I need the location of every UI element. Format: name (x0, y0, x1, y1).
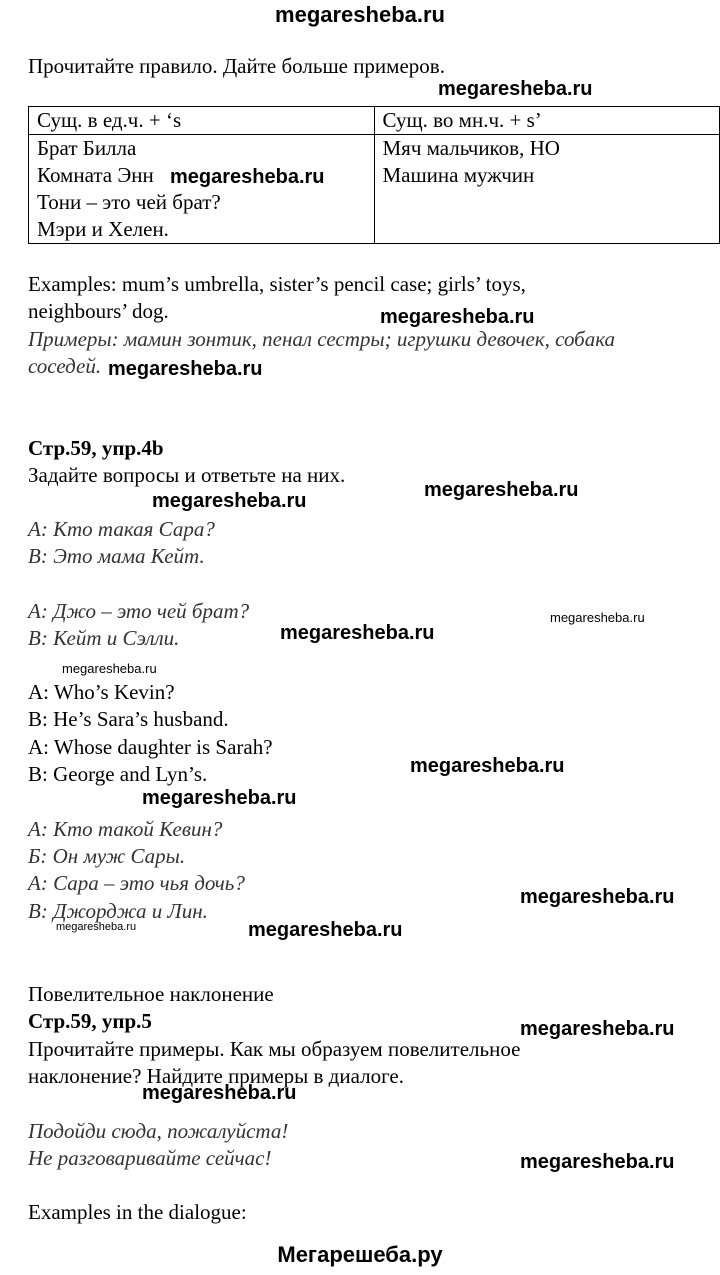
task1-instruction: Прочитайте правило. Дайте больше примеров. (28, 54, 445, 78)
dialog2-line: В: Кейт и Сэлли. (28, 626, 180, 650)
watermark: megaresheba.ru (380, 306, 535, 328)
watermark: megaresheba.ru (520, 1018, 675, 1040)
task2-instruction: Задайте вопросы и ответьте на них. (28, 463, 346, 487)
list-item: Комната Энн (37, 163, 154, 187)
task3-instruction-line1: Прочитайте примеры. Как мы образуем повелительное (28, 1037, 521, 1061)
table-header-plural: Сущ. во мн.ч. + s’ (374, 107, 720, 135)
list-item: Брат Билла (37, 136, 137, 160)
watermark: megaresheba.ru (170, 166, 325, 188)
task3-instruction-line2: наклонение? Найдите примеры в диалоге. (28, 1064, 404, 1088)
watermark: megaresheba.ru (520, 886, 675, 908)
dialog-en-line: B: George and Lyn’s. (28, 762, 208, 786)
site-footer: Мегарешеба.ру (277, 1242, 443, 1267)
examples-ru-line2: соседей. (28, 354, 102, 378)
site-header: megaresheba.ru (275, 2, 445, 27)
watermark: megaresheba.ru (520, 1151, 675, 1173)
table-header-row (29, 107, 720, 135)
task3-heading: Стр.59, упр.5 (28, 1009, 152, 1033)
imperative-example: Подойди сюда, пожалуйста! (28, 1119, 289, 1143)
watermark: megaresheba.ru (142, 787, 297, 809)
watermark: megaresheba.ru (280, 622, 435, 644)
watermark: megaresheba.ru (550, 610, 645, 625)
table-row (29, 135, 720, 244)
imperative-example: Не разговаривайте сейчас! (28, 1146, 272, 1170)
watermark: megaresheba.ru (248, 919, 403, 941)
examples-en-line1: Examples: mum’s umbrella, sister’s pencil case; girls’ toys, (28, 272, 526, 296)
watermark: megaresheba.ru (410, 755, 565, 777)
table-cell-plural-examples (374, 135, 720, 244)
dialogue-examples-label: Examples in the dialogue: (28, 1200, 247, 1224)
list-item: Тони – это чей брат? (37, 190, 221, 214)
watermark: megaresheba.ru (424, 479, 579, 501)
watermark: megaresheba.ru (438, 78, 593, 100)
examples-en-line2: neighbours’ dog. (28, 299, 169, 323)
watermark: megaresheba.ru (142, 1082, 297, 1104)
watermark: megaresheba.ru (152, 490, 307, 512)
dialog-ru-line: В: Джорджа и Лин. (28, 899, 208, 923)
list-item: Мяч мальчиков, НО (382, 136, 560, 160)
dialog-ru-line: А: Сара – это чья дочь? (28, 871, 245, 895)
watermark: megaresheba.ru (62, 661, 157, 676)
task3-topic: Повелительное наклонение (28, 982, 274, 1006)
dialog1-line: В: Это мама Кейт. (28, 544, 205, 568)
dialog-ru-line: Б: Он муж Сары. (28, 844, 186, 868)
examples-ru-line1: Примеры: мамин зонтик, пенал сестры; игрушки девочек, собака (28, 327, 616, 351)
watermark: megaresheba.ru (108, 358, 263, 380)
rule-table (28, 106, 720, 244)
watermark: megaresheba.ru (56, 921, 137, 933)
dialog-en-line: A: Who’s Kevin? (28, 680, 175, 704)
task2-heading: Стр.59, упр.4b (28, 436, 164, 460)
table-cell-singular-examples (29, 135, 375, 244)
dialog1-line: А: Кто такая Сара? (28, 517, 215, 541)
dialog2-line: А: Джо – это чей брат? (28, 599, 250, 623)
table-header-singular: Сущ. в ед.ч. + ‘s (29, 107, 375, 135)
list-item: Машина мужчин (382, 163, 535, 187)
dialog-en-line: B: He’s Sara’s husband. (28, 707, 229, 731)
dialog-en-line: A: Whose daughter is Sarah? (28, 735, 273, 759)
list-item: Мэри и Хелен. (37, 217, 169, 241)
dialog-ru-line: А: Кто такой Кевин? (28, 817, 223, 841)
